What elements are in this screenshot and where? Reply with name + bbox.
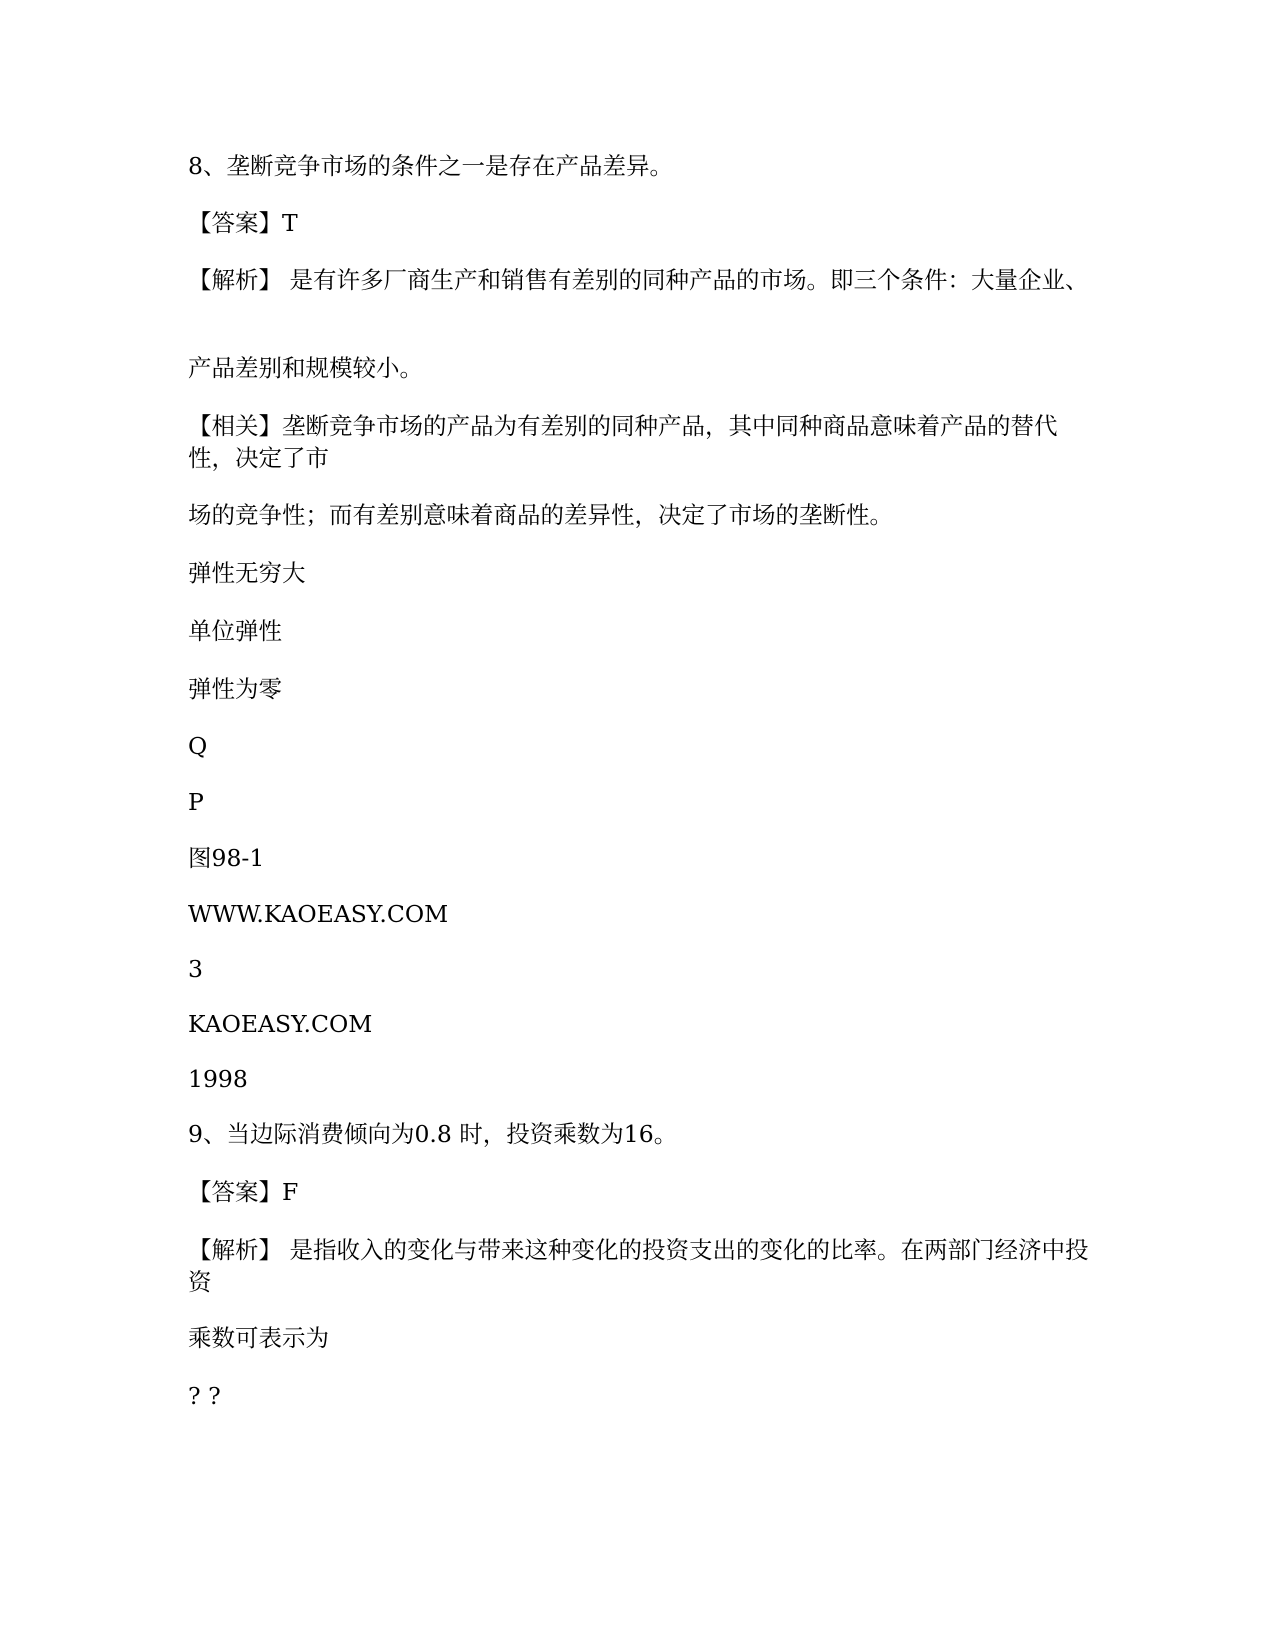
question-8-analysis-continued: 产品差别和规模较小。 [188, 354, 423, 382]
question-8-text: 8、垄断竞争市场的条件之一是存在产品差异。 [188, 152, 673, 180]
question-8-related: 【相关】垄断竞争市场的产品为有差别的同种产品，其中同种商品意味着产品的替代性，决定了市 [188, 412, 1058, 472]
figure-label-infinite-elasticity: 弹性无穷大 [188, 559, 306, 587]
question-9-formula: ? ? [188, 1382, 221, 1410]
exam-year: 1998 [188, 1065, 248, 1093]
question-9-text: 9、当边际消费倾向为0.8 时，投资乘数为16。 [188, 1120, 678, 1148]
question-8-related-continued: 场的竞争性；而有差别意味着商品的差异性，决定了市场的垄断性。 [188, 501, 893, 529]
figure-label-unit-elasticity: 单位弹性 [188, 617, 282, 645]
watermark-url: WWW.KAOEASY.COM [188, 900, 449, 928]
page-number: 3 [188, 955, 203, 983]
figure-axis-p: P [188, 788, 204, 816]
question-8-analysis: 【解析】 是有许多厂商生产和销售有差别的同种产品的市场。即三个条件：大量企业、 [188, 266, 1089, 294]
question-9-analysis-continued: 乘数可表示为 [188, 1324, 329, 1352]
figure-axis-q: Q [188, 732, 208, 760]
question-9-analysis: 【解析】 是指收入的变化与带来这种变化的投资支出的变化的比率。在两部门经济中投资 [188, 1236, 1089, 1296]
watermark-domain: KAOEASY.COM [188, 1010, 373, 1038]
question-9-answer: 【答案】F [188, 1178, 299, 1206]
figure-caption: 图98-1 [188, 844, 265, 872]
question-8-answer: 【答案】T [188, 209, 298, 237]
figure-label-zero-elasticity: 弹性为零 [188, 675, 282, 703]
